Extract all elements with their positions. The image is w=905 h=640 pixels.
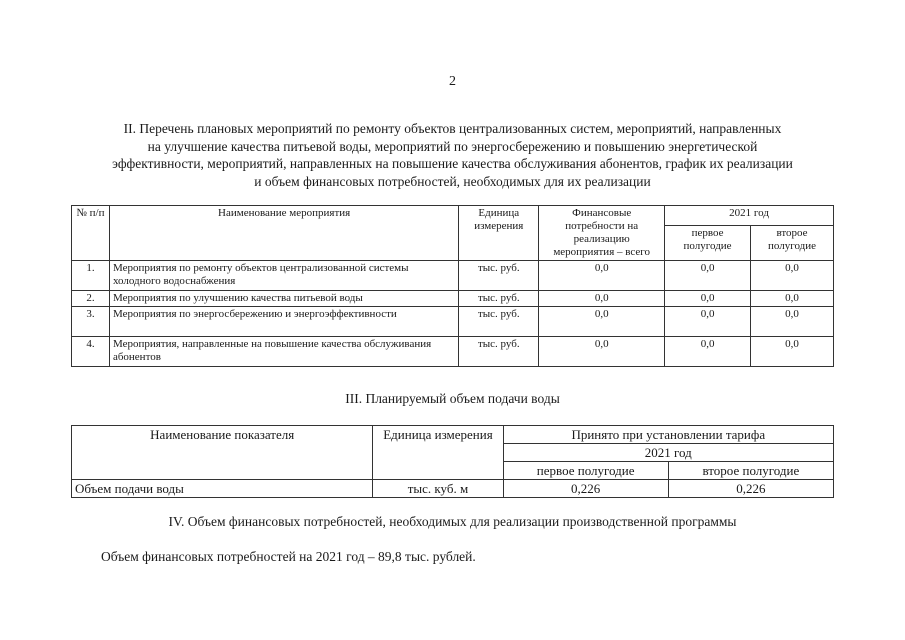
table-row — [72, 337, 834, 367]
header-half1: первое полугодие — [503, 462, 668, 480]
section-2-title-line: и объем финансовых потребностей, необходимых для их реализации — [254, 173, 651, 189]
row-name: Мероприятия по улучшению качества питьевой воды — [109, 291, 458, 307]
row-name: Объем подачи воды — [72, 480, 373, 498]
row-half1: 0,0 — [665, 337, 751, 367]
table-row — [72, 261, 834, 291]
row-num: 1. — [72, 261, 110, 291]
header-indicator: Наименование показателя — [72, 426, 373, 480]
table-row — [72, 307, 834, 337]
row-total: 0,0 — [539, 291, 665, 307]
header-year: 2021 год — [665, 206, 834, 226]
row-unit: тыс. руб. — [459, 307, 539, 337]
row-half1: 0,226 — [503, 480, 668, 498]
section-2-title-line: на улучшение качества питьевой воды, мероприятий по энергосбережению и повышению энергетической — [147, 138, 758, 154]
row-half1: 0,0 — [665, 307, 751, 337]
table-row — [72, 480, 834, 498]
section-3-title: III. Планируемый объем подачи воды — [345, 391, 560, 406]
row-total: 0,0 — [539, 307, 665, 337]
finance-summary: Объем финансовых потребностей на 2021 год – 89,8 тыс. рублей. — [101, 549, 476, 564]
section-4-title: IV. Объем финансовых потребностей, необходимых для реализации производственной программы — [168, 514, 737, 529]
row-half2: 0,0 — [751, 307, 834, 337]
row-total: 0,0 — [539, 261, 665, 291]
header-year: 2021 год — [503, 444, 833, 462]
row-num: 3. — [72, 307, 110, 337]
section-2-title-line: эффективности, мероприятий, направленных на повышение качества обслуживания абонентов, график их реализации — [112, 156, 793, 171]
header-unit: Единица измерения — [373, 426, 503, 480]
row-name: Мероприятия, направленные на повышение качества обслуживания абонентов — [109, 337, 458, 367]
header-half2: второе полугодие — [751, 225, 834, 260]
header-unit: Единица измерения — [459, 206, 539, 261]
row-unit: тыс. руб. — [459, 261, 539, 291]
table-row — [72, 291, 834, 307]
row-num: 2. — [72, 291, 110, 307]
table-header-row — [72, 206, 834, 226]
row-half2: 0,0 — [751, 261, 834, 291]
row-half1: 0,0 — [665, 261, 751, 291]
row-half2: 0,0 — [751, 291, 834, 307]
row-num: 4. — [72, 337, 110, 367]
row-half2: 0,0 — [751, 337, 834, 367]
page-number: 2 — [449, 74, 456, 89]
row-half1: 0,0 — [665, 291, 751, 307]
row-total: 0,0 — [539, 337, 665, 367]
header-name: Наименование мероприятия — [109, 206, 458, 261]
header-num: № п/п — [72, 206, 110, 261]
row-name: Мероприятия по энергосбережению и энергоэффективности — [109, 307, 458, 337]
section-2-title — [70, 120, 835, 190]
row-unit: тыс. руб. — [459, 291, 539, 307]
row-unit: тыс. куб. м — [373, 480, 503, 498]
section-2-title-line: II. Перечень плановых мероприятий по ремонту объектов централизованных систем, мероприятий, направленных — [123, 121, 782, 136]
header-finance: Финансовые потребности на реализацию мероприятия – всего — [539, 206, 665, 261]
header-tariff: Принято при установлении тарифа — [503, 426, 833, 444]
measures-table — [71, 205, 834, 367]
water-supply-table — [71, 425, 834, 498]
row-unit: тыс. руб. — [459, 337, 539, 367]
header-half1: первое полугодие — [665, 225, 751, 260]
table-header-row — [72, 426, 834, 444]
row-half2: 0,226 — [668, 480, 833, 498]
row-name: Мероприятия по ремонту объектов централизованной системы холодного водоснабжения — [109, 261, 458, 291]
header-half2: второе полугодие — [668, 462, 833, 480]
